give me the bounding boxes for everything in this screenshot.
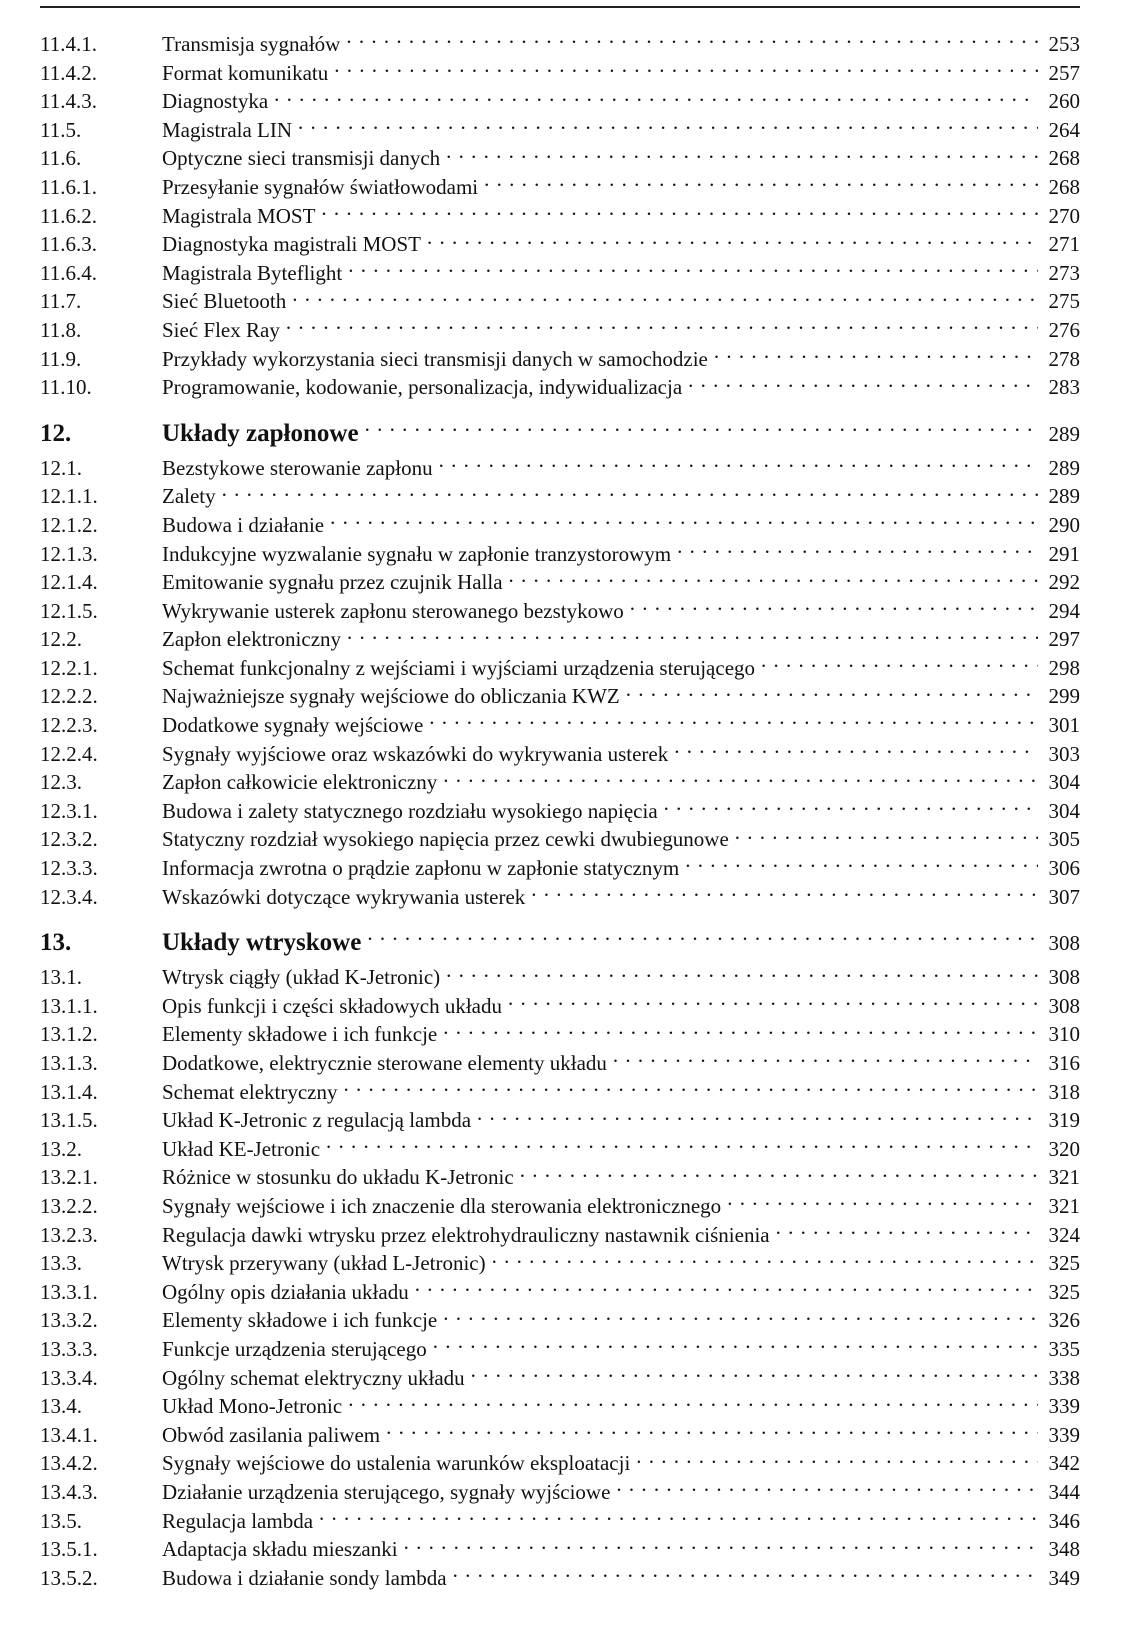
toc-number: 12.2.3. [40,713,98,738]
toc-row [40,825,1080,854]
toc-page-number: 308 [1048,993,1080,1018]
toc-title: Wykrywanie usterek zapłonu sterowanego bezstykowo [162,598,624,623]
toc-title: Sygnały wejściowe i ich znaczenie dla sterowania elektronicznego [162,1193,722,1218]
toc-title: Adaptacja składu mieszanki [162,1537,398,1562]
toc-page-number: 291 [1048,541,1080,566]
dot-leader [367,925,1038,950]
toc-title: Dodatkowe, elektrycznie sterowane elementy układu [162,1051,607,1075]
toc-page-number: 297 [1048,627,1080,652]
dot-leader [735,825,1038,846]
dot-leader [520,1163,1038,1184]
dot-leader [613,1049,1038,1070]
toc-row [40,568,1080,597]
toc-number: 13.1.5. [40,1108,98,1133]
dot-leader [334,59,1038,80]
toc-chapter-row [40,925,1080,959]
toc-row [40,1278,1080,1307]
toc-row [40,992,1080,1021]
toc-title: Diagnostyka magistrali MOST [162,232,421,257]
toc-page-number: 260 [1048,89,1080,114]
toc-title: Przesyłanie sygnałów światłowodami [162,174,479,199]
toc-row [40,173,1080,202]
toc-row [40,654,1080,683]
toc-row [40,597,1080,626]
toc-page-number: 339 [1048,1394,1080,1419]
toc-number: 12.3.3. [40,856,98,881]
toc-row [40,482,1080,511]
toc-number: 12.1.1. [40,484,98,509]
toc-number: 12.2. [40,627,82,652]
toc-title: Magistrala MOST [162,203,316,228]
toc-row [40,1392,1080,1421]
toc-page-number: 304 [1048,798,1080,823]
toc-page-number: 339 [1048,1422,1080,1447]
toc-number: 12.1.5. [40,598,98,623]
toc-number: 13.3.3. [40,1336,98,1361]
toc-row [40,259,1080,288]
dot-leader [443,1306,1038,1327]
toc-title: Budowa i działanie sondy lambda [162,1565,447,1590]
toc-number: 13.4.1. [40,1422,98,1447]
toc-number: 13.3.1. [40,1279,98,1304]
dot-leader [365,416,1038,441]
dot-leader [222,482,1038,503]
dot-leader [508,992,1038,1013]
dot-leader [509,568,1038,589]
toc-number: 11.4.1. [40,32,97,56]
toc-row [40,202,1080,231]
dot-leader [443,768,1038,789]
toc-title: Układy wtryskowe [162,929,362,957]
toc-number: 11.10. [40,375,92,400]
toc-number: 12.1. [40,455,82,480]
toc-page-number: 268 [1048,146,1080,171]
toc-row [40,1421,1080,1450]
dot-leader [727,1192,1038,1213]
toc-title: Ogólny opis działania układu [162,1279,409,1304]
dot-leader [415,1278,1038,1299]
toc-title: Najważniejsze sygnały wejściowe do obliczania KWZ [162,684,620,709]
toc-page-number: 325 [1048,1251,1080,1276]
dot-leader [531,883,1038,904]
toc-page-number: 271 [1048,232,1080,257]
toc-row [40,30,1080,59]
toc-row [40,59,1080,88]
toc-number: 12.3.1. [40,798,98,823]
toc-row [40,1335,1080,1364]
toc-number: 12.1.3. [40,541,98,566]
toc-page-number: 305 [1048,827,1080,852]
dot-leader [326,1135,1038,1156]
toc-number: 13.2.2. [40,1193,98,1218]
toc-page-number: 310 [1048,1022,1080,1047]
toc-row [40,1192,1080,1221]
toc-number: 13.4.2. [40,1451,98,1476]
toc-page-number: 290 [1048,512,1080,537]
toc-row [40,1221,1080,1250]
toc-number: 13.1.4. [40,1079,98,1104]
toc-number: 13.5.2. [40,1565,98,1590]
dot-leader [330,511,1038,532]
toc-page-number: 306 [1048,856,1080,881]
dot-leader [446,144,1038,165]
toc-row [40,287,1080,316]
toc-row [40,1535,1080,1564]
toc-row [40,711,1080,740]
toc-row [40,116,1080,145]
toc-page-number: 344 [1048,1479,1080,1504]
toc-title: Wtrysk przerywany (układ L-Jetronic) [162,1251,486,1276]
toc-number: 11.6.3. [40,232,97,257]
dot-leader [344,1078,1038,1099]
toc-page-number: 257 [1048,60,1080,85]
toc-page-number: 292 [1048,570,1080,595]
dot-leader [636,1449,1038,1470]
toc-number: 13.1.1. [40,993,98,1018]
toc-row [40,1249,1080,1278]
toc-row [40,1078,1080,1107]
toc-title: Układ Mono-Jetronic [162,1394,343,1419]
dot-leader [477,1106,1038,1127]
toc-number: 12.2.2. [40,684,98,709]
toc-title: Przykłady wykorzystania sieci transmisji danych w samochodzie [162,346,708,371]
toc-page-number: 276 [1048,317,1080,342]
dot-leader [484,173,1038,194]
toc-number: 12.1.2. [40,512,98,537]
toc-title: Ogólny schemat elektryczny układu [162,1365,465,1390]
dot-leader [626,682,1038,703]
toc-title: Zapłon całkowicie elektroniczny [162,770,438,795]
toc-page-number: 303 [1048,741,1080,766]
toc-page-number: 268 [1048,174,1080,199]
toc-number: 13.1.2. [40,1022,98,1047]
dot-leader [346,30,1038,51]
dot-leader [404,1535,1038,1556]
toc-number: 12.3.2. [40,827,98,852]
dot-leader [386,1421,1038,1442]
toc-page-number: 348 [1048,1537,1080,1562]
toc-title: Optyczne sieci transmisji danych [162,146,441,171]
toc-title: Schemat elektryczny [162,1079,338,1104]
dot-leader [286,316,1038,337]
toc-row [40,625,1080,654]
dot-leader [664,797,1038,818]
toc-title: Obwód zasilania paliwem [162,1422,381,1447]
toc-number: 11.4.3. [40,89,97,114]
toc-page-number: 307 [1048,884,1080,909]
toc-page-number: 298 [1048,655,1080,680]
dot-leader [319,1507,1038,1528]
toc-row [40,682,1080,711]
toc-page-number: 275 [1048,289,1080,314]
toc-number: 13.2. [40,1136,82,1161]
dot-leader [347,625,1038,646]
toc-title: Sygnały wyjściowe oraz wskazówki do wykrywania usterek [162,741,669,766]
dot-leader [761,654,1038,675]
toc-number: 12. [40,419,72,447]
toc-row [40,373,1080,402]
toc-title: Budowa i działanie [162,512,325,537]
toc-page-number: 301 [1048,713,1080,738]
toc-row [40,1135,1080,1164]
toc-number: 13.2.1. [40,1165,98,1190]
toc-page-number: 264 [1048,117,1080,142]
toc-row [40,740,1080,769]
toc-title: Schemat funkcjonalny z wejściami i wyjściami urządzenia sterującego [162,655,756,680]
toc-title: Dodatkowe sygnały wejściowe [162,713,424,738]
dot-leader [348,259,1038,280]
toc-title: Magistrala Byteflight [162,260,343,285]
dot-leader [292,287,1038,308]
toc-row [40,230,1080,259]
toc-row [40,963,1080,992]
toc-title: Zalety [162,484,216,509]
toc-page-number: 304 [1048,770,1080,795]
toc-page-number: 338 [1048,1365,1080,1390]
toc-row [40,1049,1080,1078]
toc-page-number: 318 [1048,1079,1080,1104]
toc-title: Wskazówki dotyczące wykrywania usterek [162,884,526,909]
toc-row [40,1478,1080,1507]
dot-leader [274,87,1038,108]
dot-leader [776,1221,1038,1242]
toc-title: Układy zapłonowe [162,419,359,447]
toc-page-number: 289 [1048,484,1080,509]
dot-leader [685,854,1038,875]
toc-title: Elementy składowe i ich funkcje [162,1022,438,1047]
dot-leader [616,1478,1038,1499]
toc-title: Regulacja lambda [162,1508,314,1533]
toc-row [40,768,1080,797]
toc-title: Elementy składowe i ich funkcje [162,1308,438,1333]
toc-title: Emitowanie sygnału przez czujnik Halla [162,570,503,595]
toc-number: 11.5. [40,117,82,142]
toc-title: Regulacja dawki wtrysku przez elektrohydrauliczny nastawnik ciśnienia [162,1222,770,1247]
toc-number: 13.3.4. [40,1365,98,1390]
toc-page-number: 346 [1048,1508,1080,1533]
toc-row [40,87,1080,116]
toc-number: 13.4.3. [40,1479,98,1504]
toc-title: Diagnostyka [162,89,269,114]
toc-title: Opis funkcji i części składowych układu [162,993,502,1018]
toc-page-number: 320 [1048,1136,1080,1161]
toc-title: Działanie urządzenia sterującego, sygnały wyjściowe [162,1479,611,1504]
toc-number: 11.7. [40,289,82,314]
dot-leader [453,1564,1038,1585]
toc-page-number: 349 [1048,1565,1080,1590]
toc-page-number: 294 [1048,598,1080,623]
toc-row [40,1106,1080,1135]
toc-title: Format komunikatu [162,60,329,85]
toc-title: Różnice w stosunku do układu K-Jetronic [162,1165,514,1190]
toc-number: 13.5.1. [40,1537,98,1562]
toc-title: Sygnały wejściowe do ustalenia warunków eksploatacji [162,1451,631,1476]
toc-row [40,1449,1080,1478]
dot-leader [674,740,1038,761]
toc-row [40,797,1080,826]
toc-title: Magistrala LIN [162,117,293,142]
toc-row [40,854,1080,883]
toc-page-number: 326 [1048,1308,1080,1333]
toc-page-number: 319 [1048,1108,1080,1133]
dot-leader [443,1020,1038,1041]
toc-page-number: 289 [1048,455,1080,480]
toc-page-number: 321 [1048,1193,1080,1218]
toc-title: Układ KE-Jetronic [162,1136,321,1161]
toc-title: Programowanie, kodowanie, personalizacja, indywidualizacja [162,375,683,400]
dot-leader [471,1364,1038,1385]
toc-title: Zapłon elektroniczny [162,627,342,652]
dot-leader [321,202,1038,223]
toc-row [40,454,1080,483]
toc-number: 12.2.1. [40,655,98,680]
toc-row [40,144,1080,173]
toc-title: Indukcyjne wyzwalanie sygnału w zapłonie tranzystorowym [162,541,672,566]
toc-row [40,316,1080,345]
dot-leader [348,1392,1038,1413]
toc-row [40,1364,1080,1393]
toc-number: 13.1. [40,965,82,990]
toc-row [40,511,1080,540]
dot-leader [714,345,1038,366]
dot-leader [439,454,1038,475]
dot-leader [630,597,1038,618]
dot-leader [429,711,1038,732]
toc-row [40,1020,1080,1049]
toc-number: 13.5. [40,1508,82,1533]
toc-number: 13.2.3. [40,1222,98,1247]
toc-page-number: 278 [1048,346,1080,371]
toc-page-number: 299 [1048,684,1080,709]
toc-number: 11.9. [40,346,82,371]
dot-leader [427,230,1038,251]
toc-chapter-row [40,416,1080,450]
toc-page-number: 324 [1048,1222,1080,1247]
toc-row [40,345,1080,374]
toc-number: 12.3.4. [40,884,98,909]
toc-number: 11.6.4. [40,260,97,285]
toc-number: 11.6. [40,146,82,171]
toc-title: Informacja zwrotna o prądzie zapłonu w zapłonie statycznym [162,856,680,881]
toc-number: 12.2.4. [40,741,98,766]
toc-page-number: 270 [1048,203,1080,228]
table-of-contents [40,30,1080,1592]
toc-title: Sieć Bluetooth [162,289,287,314]
toc-page-number: 335 [1048,1336,1080,1361]
toc-number: 13.1.3. [40,1051,98,1075]
toc-number: 13.3.2. [40,1308,98,1333]
toc-number: 12.1.4. [40,570,98,595]
toc-page-number: 308 [1048,965,1080,990]
toc-title: Funkcje urządzenia sterującego [162,1336,427,1361]
toc-number: 11.6.2. [40,203,97,228]
toc-page-number: 273 [1048,260,1080,285]
dot-leader [446,963,1038,984]
dot-leader [298,116,1038,137]
toc-number: 13.4. [40,1394,82,1419]
toc-number: 12.3. [40,770,82,795]
toc-page-number: 283 [1048,375,1080,400]
toc-title: Transmisja sygnałów [162,32,341,56]
toc-page-number: 253 [1048,32,1080,56]
toc-page-number: 316 [1048,1051,1080,1075]
toc-title: Statyczny rozdział wysokiego napięcia przez cewki dwubiegunowe [162,827,729,852]
dot-leader [688,373,1038,394]
dot-leader [677,540,1038,561]
toc-page-number: 321 [1048,1165,1080,1190]
dot-leader [492,1249,1038,1270]
toc-number: 11.6.1. [40,174,97,199]
toc-number: 13. [40,929,72,957]
toc-row [40,1507,1080,1536]
toc-row [40,883,1080,912]
toc-row [40,540,1080,569]
toc-page-number: 325 [1048,1279,1080,1304]
toc-title: Bezstykowe sterowanie zapłonu [162,455,433,480]
toc-title: Wtrysk ciągły (układ K-Jetronic) [162,965,441,990]
toc-row [40,1564,1080,1593]
toc-number: 13.3. [40,1251,82,1276]
toc-page-number: 289 [1048,421,1080,446]
toc-title: Budowa i zalety statycznego rozdziału wysokiego napięcia [162,798,658,823]
top-rule [40,6,1080,8]
toc-number: 11.4.2. [40,60,97,85]
toc-page-number: 308 [1048,931,1080,956]
toc-number: 11.8. [40,317,82,342]
toc-row [40,1306,1080,1335]
toc-row [40,1163,1080,1192]
dot-leader [433,1335,1038,1356]
toc-title: Sieć Flex Ray [162,317,280,342]
toc-title: Układ K-Jetronic z regulacją lambda [162,1108,472,1133]
toc-page-number: 342 [1048,1451,1080,1476]
